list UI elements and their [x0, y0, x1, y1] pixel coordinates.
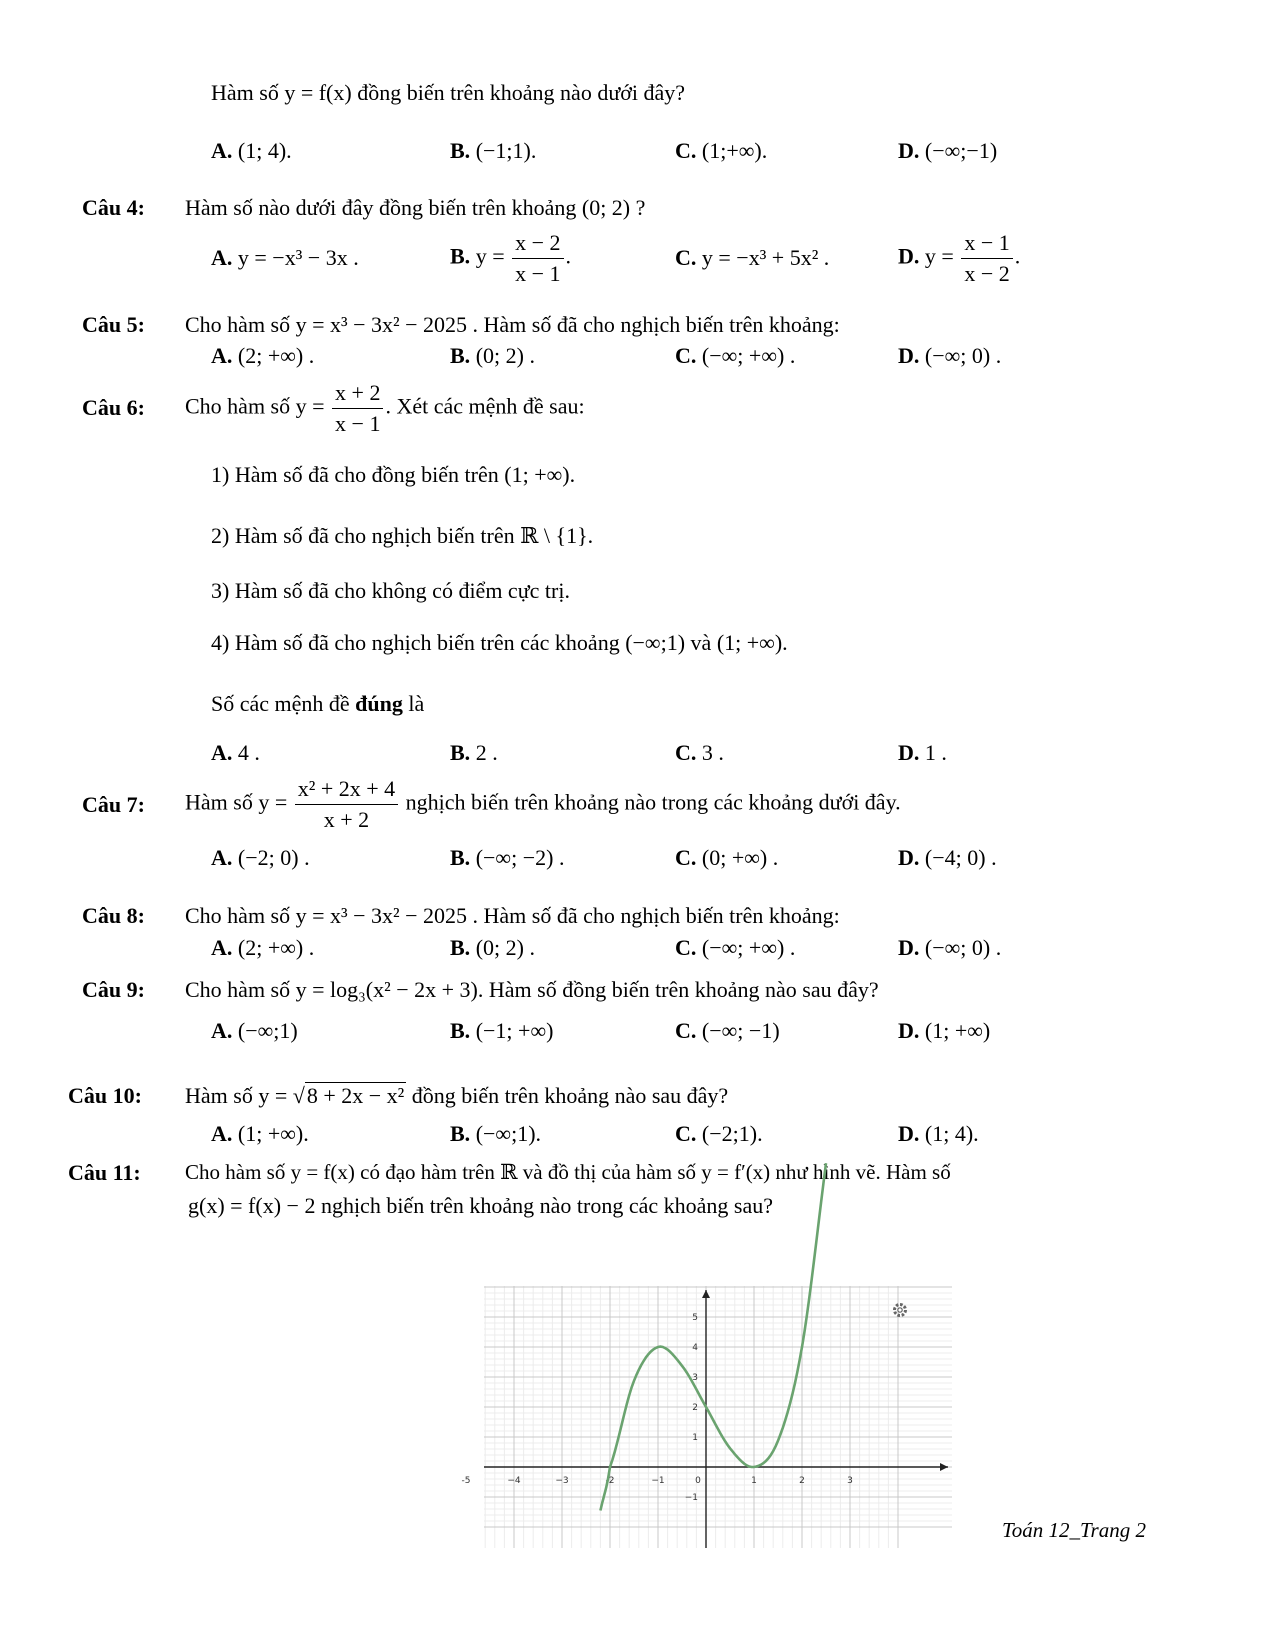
- q4-d-fraction: $\frac{x - 1}{x - 2}$: [961, 228, 1012, 289]
- q4-b-fraction: $\frac{x - 2}{x - 1}$: [512, 228, 563, 289]
- q3-option-d: D. (−∞;−1): [898, 138, 998, 163]
- y-tick-label: 4: [692, 1343, 698, 1353]
- y-tick-label: −1: [684, 1493, 698, 1503]
- q11-stem-line2: g(x) = f(x) − 2 nghịch biến trên khoảng nào trong các khoảng sau?: [188, 1193, 774, 1218]
- y-axis-arrow: [702, 1290, 710, 1298]
- q8-option-b: B. (0; 2) .: [450, 935, 535, 960]
- q10-option-a: A. (1; +∞).: [211, 1121, 309, 1146]
- y-tick-label: 5: [692, 1313, 698, 1323]
- q6-statement-2: 2) Hàm số đã cho nghịch biến trên ℝ \ {1}.: [211, 523, 594, 548]
- y-tick-label: 2: [692, 1403, 698, 1413]
- q4-option-a: A. y = −x³ − 3x .: [211, 245, 359, 270]
- q4-option-c: C. y = −x³ + 5x² .: [675, 245, 830, 270]
- x-tick-label: 2: [799, 1476, 805, 1486]
- q7-option-d: D. (−4; 0) .: [898, 845, 997, 870]
- grid-minor: [484, 1286, 952, 1548]
- x-tick-label: 3: [847, 1476, 853, 1486]
- q9-stem: Cho hàm số y = log₃(x² − 2x + 3). Hàm số đồng biến trên khoảng nào sau đây?: [185, 977, 879, 1002]
- y-tick-label: 1: [692, 1433, 698, 1443]
- q5-option-c: C. (−∞; +∞) .: [675, 343, 796, 368]
- q6-option-c: C. 3 .: [675, 740, 724, 765]
- q6-option-a: A. 4 .: [211, 740, 260, 765]
- x-tick-label: 1: [751, 1476, 757, 1486]
- q10-option-b: B. (−∞;1).: [450, 1121, 542, 1146]
- q3-option-b: B. (−1;1).: [450, 138, 537, 163]
- q6-label: Câu 6:: [82, 395, 145, 420]
- q5-option-a: A. (2; +∞) .: [211, 343, 315, 368]
- q6-stem: Cho hàm số y = $\frac{x + 2}{x - 1}$ . Xét các mệnh đề sau:: [185, 378, 585, 439]
- q7-option-b: B. (−∞; −2) .: [450, 845, 565, 870]
- q7-label: Câu 7:: [82, 792, 145, 817]
- q6-statement-4: 4) Hàm số đã cho nghịch biến trên các khoảng (−∞;1) và (1; +∞).: [211, 630, 788, 655]
- q8-option-c: C. (−∞; +∞) .: [675, 935, 796, 960]
- q3-option-a: A. (1; 4).: [211, 138, 292, 163]
- q5-stem: Cho hàm số y = x³ − 3x² − 2025 . Hàm số đã cho nghịch biến trên khoảng:: [185, 312, 840, 337]
- q7-fraction: $\frac{\text{x² + 2x + 4}}{x + 2}$: [295, 774, 398, 835]
- q7-option-c: C. (0; +∞) .: [675, 845, 779, 870]
- q9-option-a: A. (−∞;1): [211, 1018, 298, 1043]
- x-tick-label: −4: [507, 1476, 521, 1486]
- q9-option-d: D. (1; +∞): [898, 1018, 991, 1043]
- q11-stem-line1: Cho hàm số y = f(x) có đạo hàm trên ℝ và đồ thị của hàm số y = f′(x) như hình vẽ. Hàm số: [185, 1160, 951, 1184]
- page-footer: Toán 12_Trang 2: [1002, 1518, 1146, 1542]
- q5-option-d: D. (−∞; 0) .: [898, 343, 1002, 368]
- q10-option-d: D. (1; 4).: [898, 1121, 979, 1146]
- q4-option-b: B. y = $\frac{x - 2}{x - 1}$ .: [450, 228, 571, 289]
- x-tick-label: −3: [555, 1476, 569, 1486]
- q11-label: Câu 11:: [68, 1160, 141, 1185]
- q7-option-a: A. (−2; 0) .: [211, 845, 310, 870]
- y-tick-label: 3: [692, 1373, 698, 1383]
- q6-fraction: $\frac{x + 2}{x - 1}$: [332, 378, 383, 439]
- q8-option-d: D. (−∞; 0) .: [898, 935, 1002, 960]
- q3-stem: Hàm số y = f(x) đồng biến trên khoảng nào dưới đây?: [211, 80, 686, 105]
- x-tick-label: 0: [695, 1476, 701, 1486]
- q4-option-d: D. y = $\frac{x - 1}{x - 2}$ .: [898, 228, 1020, 289]
- derivative-graph: [461, 1286, 952, 1548]
- gear-icon[interactable]: [895, 1305, 906, 1316]
- x-axis-arrow: [940, 1463, 948, 1471]
- q9-label: Câu 9:: [82, 977, 145, 1002]
- q10-radicand: 8 + 2x − x²: [306, 1083, 405, 1108]
- q10-label: Câu 10:: [68, 1083, 142, 1108]
- q6-statement-1: 1) Hàm số đã cho đồng biến trên (1; +∞).: [211, 462, 576, 487]
- q4-label: Câu 4:: [82, 195, 145, 220]
- q8-stem: Cho hàm số y = x³ − 3x² − 2025 . Hàm số đã cho nghịch biến trên khoảng:: [185, 903, 840, 928]
- q6-option-d: D. 1 .: [898, 740, 947, 765]
- q5-option-b: B. (0; 2) .: [450, 343, 535, 368]
- x-tick-label: −1: [651, 1476, 665, 1486]
- q6-option-b: B. 2 .: [450, 740, 498, 765]
- q8-label: Câu 8:: [82, 903, 145, 928]
- q3-option-c: C. (1;+∞).: [675, 138, 768, 163]
- q9-option-b: B. (−1; +∞): [450, 1018, 554, 1043]
- q9-option-c: C. (−∞; −1): [675, 1018, 780, 1043]
- x-tick-label: -5: [461, 1476, 471, 1486]
- x-tick-label: -2: [605, 1476, 615, 1486]
- q8-option-a: A. (2; +∞) .: [211, 935, 315, 960]
- q6-statement-3: 3) Hàm số đã cho không có điểm cực trị.: [211, 578, 570, 603]
- q5-label: Câu 5:: [82, 312, 145, 337]
- q10-stem: Hàm số y = √8 + 2x − x² đồng biến trên khoảng nào sau đây?: [185, 1083, 729, 1108]
- q10-option-c: C. (−2;1).: [675, 1121, 763, 1146]
- q4-stem: Hàm số nào dưới đây đồng biến trên khoảng (0; 2) ?: [185, 195, 646, 220]
- q6-question: Số các mệnh đề đúng là: [211, 691, 425, 716]
- q7-stem: Hàm số y = $\frac{\text{x² + 2x + 4}}{x + 2}$ nghịch biến trên khoảng nào trong các khoảng dưới đây.: [185, 774, 901, 835]
